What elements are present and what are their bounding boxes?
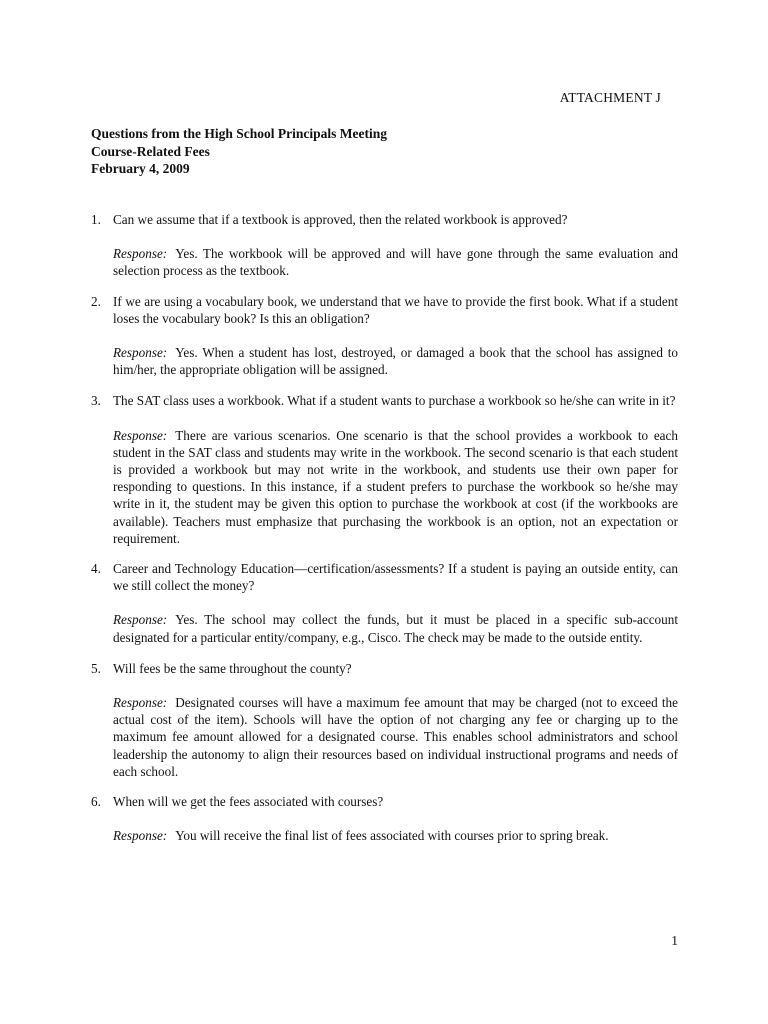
question-item — [91, 293, 678, 379]
question-item — [91, 560, 678, 646]
response-text — [113, 611, 678, 645]
response-text — [113, 694, 678, 780]
document-header — [91, 125, 387, 178]
response-body: Yes. When a student has lost, destroyed, or damaged a book that the school has assigned to him/her, the appropriate obligation will be assigned. — [113, 345, 678, 378]
question-item — [91, 793, 678, 844]
page-number: 1 — [671, 933, 678, 948]
question-text: Will fees be the same throughout the county? — [113, 660, 352, 676]
attachment-label: ATTACHMENT J — [559, 90, 661, 105]
response-label: Response: — [113, 345, 168, 361]
question-number: 4. — [91, 561, 101, 577]
question-text: When will we get the fees associated with courses? — [113, 794, 384, 810]
header-title: Questions from the High School Principals Meeting — [91, 126, 387, 141]
question-item — [91, 660, 678, 780]
question-text: If we are using a vocabulary book, we understand that we have to provide the first book. What if a student loses the vocabulary book? Is this an obligation? — [113, 293, 678, 326]
question-number: 1. — [91, 212, 101, 227]
response-text — [113, 427, 678, 547]
response-label: Response: — [113, 695, 168, 711]
question-item — [91, 392, 678, 547]
response-text — [113, 344, 678, 378]
question-number: 5. — [91, 660, 101, 676]
question-text: Can we assume that if a textbook is approved, then the related workbook is approved? — [113, 212, 568, 227]
question-number: 6. — [91, 794, 101, 810]
question-list — [91, 211, 678, 844]
question-number: 3. — [91, 393, 101, 409]
response-text — [113, 827, 678, 844]
response-body: You will receive the final list of fees associated with courses prior to spring break. — [175, 828, 609, 844]
question-text: The SAT class uses a workbook. What if a student wants to purchase a workbook so he/she can write in it? — [113, 393, 676, 409]
response-label: Response: — [113, 427, 168, 443]
response-label: Response: — [113, 612, 168, 628]
header-date: February 4, 2009 — [91, 161, 190, 176]
response-label: Response: — [113, 828, 168, 844]
response-label: Response: — [113, 246, 168, 262]
question-item — [91, 211, 678, 280]
response-body: Yes. The school may collect the funds, but it must be placed in a specific sub-account designated for a particular entity/company, e.g., Cisco. The check may be made to the outside entity. — [113, 612, 678, 645]
response-text — [113, 245, 678, 279]
header-subtitle: Course-Related Fees — [91, 143, 210, 159]
response-body: Designated courses will have a maximum fee amount that may be charged (not to exceed the actual cost of the item). Schools will have the option of not charging any fee or charging up to the maximum fee amount allowed for a designated course. This enables school administrators and school leadership the autonomy to align their resources based on individual instructional programs and needs of each school. — [113, 695, 678, 779]
response-body: There are various scenarios. One scenario is that the school provides a workbook to each student in the SAT class and students may write in the workbook. The second scenario is that each student is provided a workbook but may not write in the workbook, and students use their own paper for responding to questions. In this instance, if a student prefers to purchase the workbook so he/she may write in it, the student may be given this option to purchase the workbook at cost (if the workbooks are available). Teachers must emphasize that purchasing the workbook is an option, not an expectation or requirement. — [113, 427, 678, 546]
question-text: Career and Technology Education—certification/assessments? If a student is paying an outside entity, can we still collect the money? — [113, 561, 678, 594]
response-body: Yes. The workbook will be approved and will have gone through the same evaluation and selection process as the textbook. — [113, 246, 678, 279]
question-number: 2. — [91, 293, 101, 309]
